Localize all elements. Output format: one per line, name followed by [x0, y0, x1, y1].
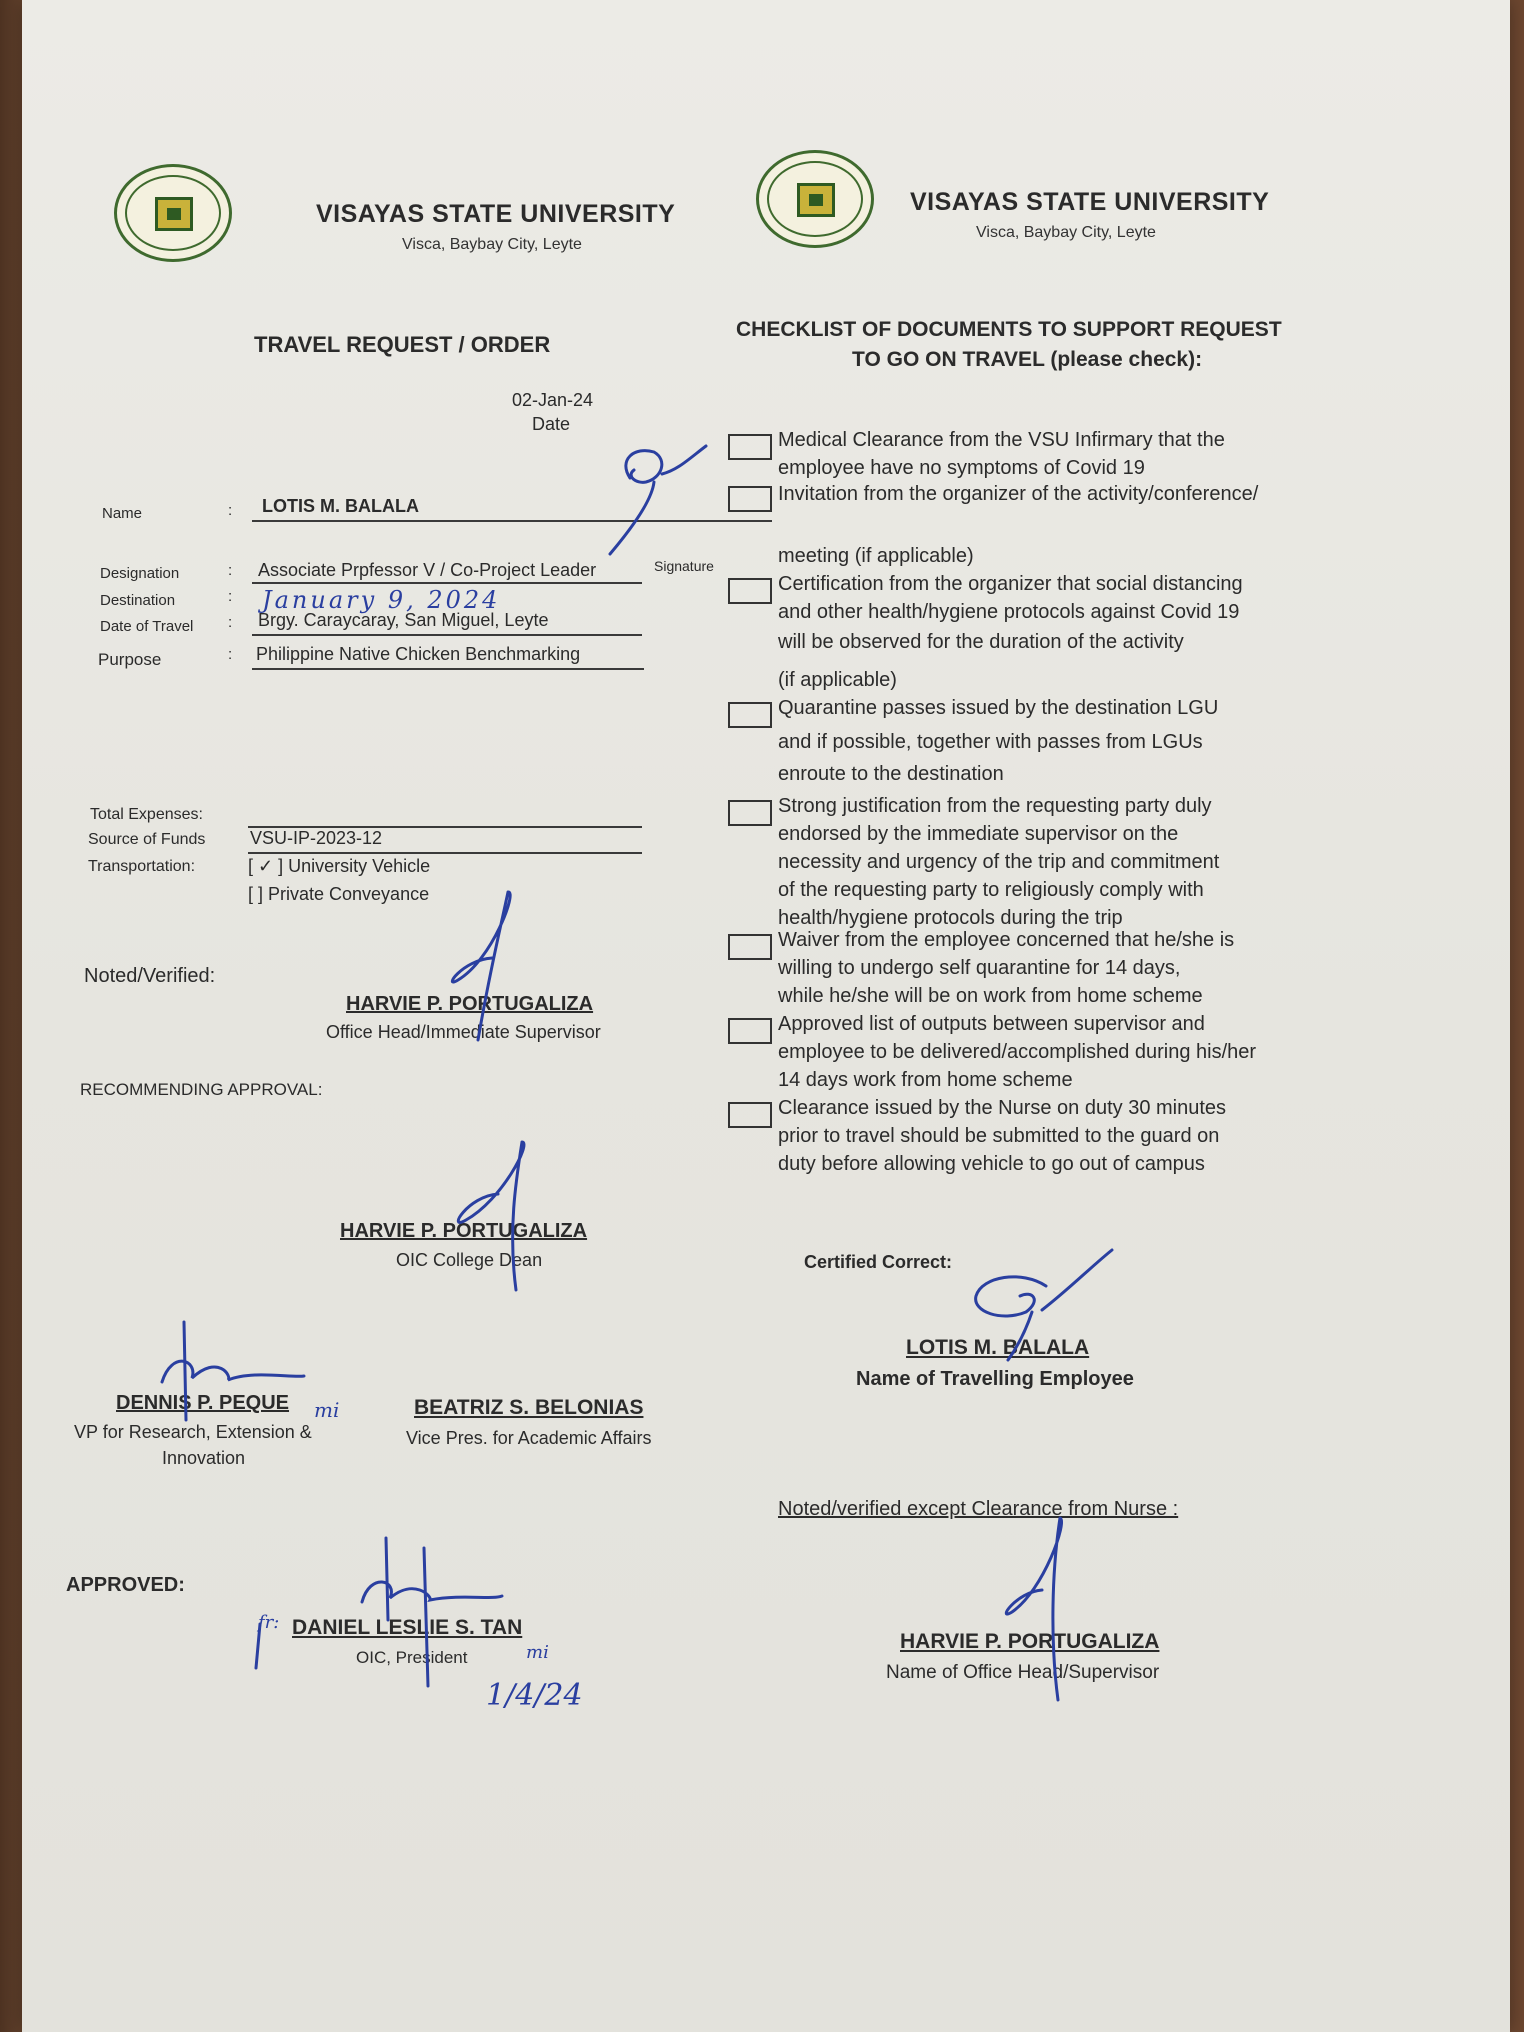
noted-signatory-title: Office Head/Immediate Supervisor: [326, 1022, 601, 1042]
destination-colon: :: [228, 588, 233, 605]
dean-name: HARVIE P. PORTUGALIZA: [340, 1220, 588, 1242]
university-name-left: VISAYAS STATE UNIVERSITY: [316, 200, 676, 228]
checklist-item-text: and other health/hygiene protocols against Covid 19: [778, 601, 1240, 623]
university-address-right: Visca, Baybay City, Leyte: [976, 224, 1156, 241]
vp-research-initials: mi: [314, 1398, 340, 1422]
date-of-travel-value: Brgy. Caraycaray, San Miguel, Leyte: [258, 610, 549, 630]
vp-research-title-line2: Innovation: [162, 1448, 246, 1468]
university-seal-right-icon: [756, 150, 874, 248]
checklist-item-text: (if applicable): [778, 669, 897, 691]
supervisor-name: HARVIE P. PORTUGALIZA: [900, 1630, 1160, 1653]
purpose-underline: [252, 668, 644, 670]
checklist-item-text: Approved list of outputs between supervisor and: [778, 1013, 1205, 1035]
checklist-item-text: 14 days work from home scheme: [778, 1069, 1073, 1091]
checklist-item-text: employee to be delivered/accomplished during his/her: [778, 1041, 1257, 1063]
designation-colon: :: [228, 562, 233, 579]
destination-handwritten-value: January 9, 2024: [262, 586, 501, 614]
checklist-checkbox[interactable]: [728, 934, 772, 960]
transport-option-private-conveyance: [ ] Private Conveyance: [248, 884, 430, 904]
designation-underline: [252, 582, 642, 584]
certified-correct-label: Certified Correct:: [804, 1252, 953, 1272]
vp-research-name: DENNIS P. PEQUE: [116, 1392, 290, 1414]
checklist-checkbox[interactable]: [728, 434, 772, 460]
checklist-item-text: Certification from the organizer that social distancing: [778, 573, 1243, 595]
checklist-item-text: meeting (if applicable): [778, 545, 974, 567]
checklist-item-text: duty before allowing vehicle to go out of campus: [778, 1153, 1205, 1175]
checklist-checkbox[interactable]: [728, 702, 772, 728]
university-address-left: Visca, Baybay City, Leyte: [402, 236, 582, 253]
signature-strokes: [22, 0, 1510, 2032]
source-of-funds-label: Source of Funds: [88, 831, 206, 848]
signature-label: Signature: [654, 558, 714, 574]
certified-employee-name: LOTIS M. BALALA: [906, 1336, 1090, 1359]
date-of-travel-colon: :: [228, 614, 233, 631]
request-date-label: Date: [532, 414, 571, 434]
checklist-checkbox[interactable]: [728, 1018, 772, 1044]
checklist-item-text: will be observed for the duration of the activity: [778, 631, 1184, 653]
checklist-title-line1: CHECKLIST OF DOCUMENTS TO SUPPORT REQUEST: [736, 318, 1282, 341]
checklist-item-text: Clearance issued by the Nurse on duty 30 minutes: [778, 1097, 1227, 1119]
checklist-item-text: of the requesting party to religiously comply with: [778, 879, 1204, 901]
request-date-value: 02-Jan-24: [512, 390, 594, 410]
vp-academic-name: BEATRIZ S. BELONIAS: [414, 1396, 644, 1419]
checklist-checkbox[interactable]: [728, 1102, 772, 1128]
checklist-item-text: Strong justification from the requesting party duly: [778, 795, 1212, 817]
checklist-checkbox[interactable]: [728, 800, 772, 826]
designation-value: Associate Prpfessor V / Co-Project Leader: [258, 560, 597, 580]
for-handwritten: fr:: [258, 1612, 280, 1633]
checklist-item-text: Medical Clearance from the VSU Infirmary that the: [778, 429, 1225, 451]
university-seal-left-icon: [114, 164, 232, 262]
dean-title: OIC College Dean: [396, 1250, 543, 1270]
source-of-funds-value: VSU-IP-2023-12: [250, 828, 383, 848]
name-colon: :: [228, 502, 233, 519]
checklist-item-text: Quarantine passes issued by the destination LGU: [778, 697, 1219, 719]
destination-label: Destination: [100, 592, 176, 609]
checklist-item-text: willing to undergo self quarantine for 14 days,: [778, 957, 1181, 979]
supervisor-title: Name of Office Head/Supervisor: [886, 1662, 1160, 1683]
recommending-approval-label: RECOMMENDING APPROVAL:: [80, 1080, 323, 1099]
checklist-item-text: prior to travel should be submitted to the guard on: [778, 1125, 1220, 1147]
checklist-item-text: Waiver from the employee concerned that he/she is: [778, 929, 1235, 951]
nurse-noted-label: Noted/verified except Clearance from Nurse :: [778, 1498, 1179, 1520]
total-expenses-label: Total Expenses:: [90, 806, 203, 823]
purpose-label: Purpose: [98, 650, 162, 669]
checklist-item-text: while he/she will be on work from home scheme: [778, 985, 1203, 1007]
checklist-title-line2: TO GO ON TRAVEL (please check):: [852, 348, 1203, 371]
date-of-travel-underline: [252, 634, 642, 636]
purpose-value: Philippine Native Chicken Benchmarking: [256, 644, 581, 664]
travel-request-document: [22, 0, 1510, 2032]
checklist-item-text: necessity and urgency of the trip and commitment: [778, 851, 1220, 873]
certified-employee-title: Name of Travelling Employee: [856, 1368, 1134, 1390]
checklist-item-text: Invitation from the organizer of the activity/conference/: [778, 483, 1259, 505]
transport-option-university-vehicle: [ ✓ ] University Vehicle: [248, 856, 431, 876]
checklist-item-text: employee have no symptoms of Covid 19: [778, 457, 1145, 479]
university-name-right: VISAYAS STATE UNIVERSITY: [910, 188, 1270, 216]
approved-label: APPROVED:: [66, 1574, 185, 1596]
name-underline: [252, 520, 772, 522]
checklist-item-text: health/hygiene protocols during the trip: [778, 907, 1123, 929]
vp-academic-title: Vice Pres. for Academic Affairs: [406, 1428, 652, 1448]
checklist-item-text: endorsed by the immediate supervisor on the: [778, 823, 1179, 845]
vp-research-title-line1: VP for Research, Extension &: [74, 1422, 312, 1442]
source-of-funds-underline: [248, 852, 642, 854]
noted-signatory-name: HARVIE P. PORTUGALIZA: [346, 993, 594, 1015]
date-of-travel-label: Date of Travel: [100, 618, 194, 635]
checklist-item-text: enroute to the destination: [778, 763, 1004, 785]
checklist-checkbox[interactable]: [728, 486, 772, 512]
president-date-handwritten: 1/4/24: [486, 1678, 583, 1713]
form-title: TRAVEL REQUEST / ORDER: [254, 332, 551, 357]
president-name: DANIEL LESLIE S. TAN: [292, 1616, 523, 1639]
checklist-checkbox[interactable]: [728, 578, 772, 604]
name-label: Name: [102, 505, 143, 522]
designation-label: Designation: [100, 565, 180, 582]
checklist-item-text: and if possible, together with passes from LGUs: [778, 731, 1203, 753]
purpose-colon: :: [228, 646, 233, 663]
president-initials: mi: [526, 1642, 549, 1663]
name-value: LOTIS M. BALALA: [262, 496, 419, 516]
noted-verified-label: Noted/Verified:: [84, 965, 216, 987]
president-title: OIC, President: [356, 1648, 468, 1667]
transportation-label: Transportation:: [88, 858, 196, 875]
